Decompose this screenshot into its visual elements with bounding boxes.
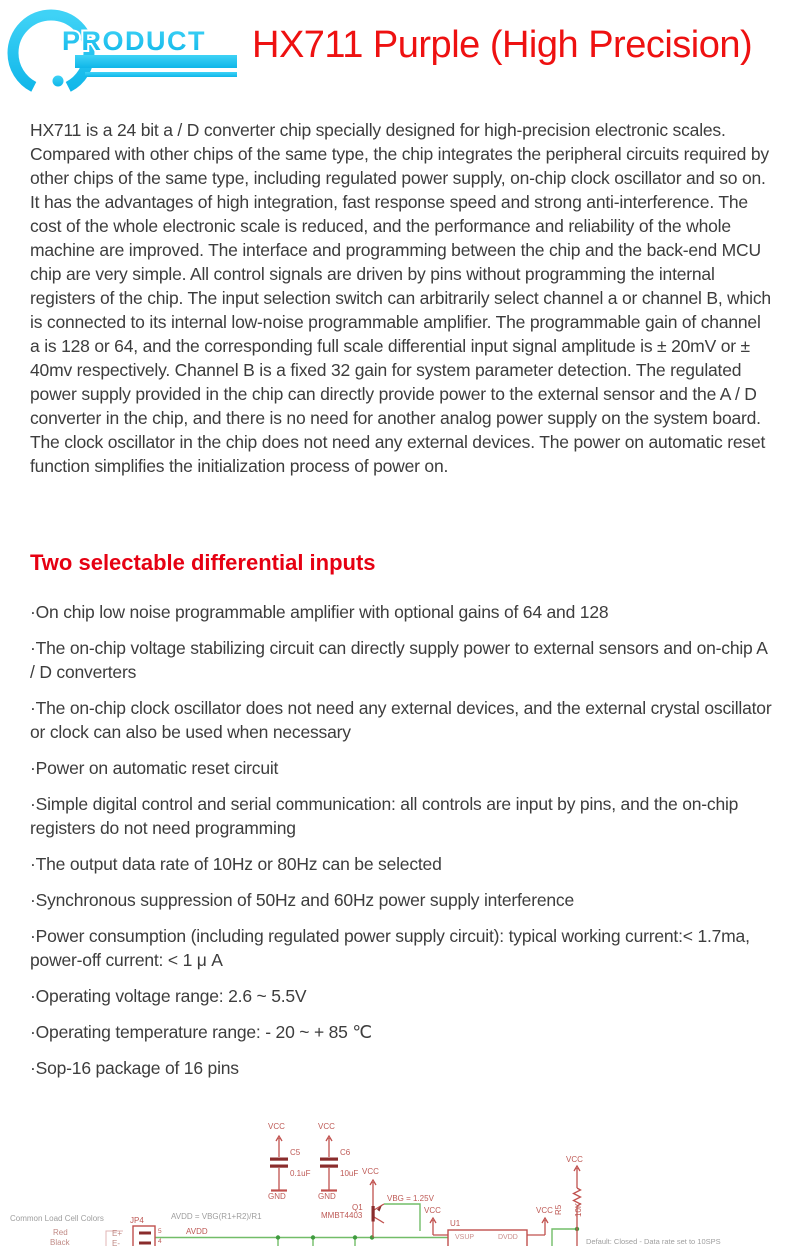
wire-red-label: Red [53, 1228, 68, 1237]
feature-item: ·Operating voltage range: 2.6 ~ 5.5V [30, 986, 307, 1006]
feature-item: ·Operating temperature range: - 20 ~ + 85 ℃ [30, 1022, 372, 1042]
circuit-schematic [0, 1085, 800, 1246]
default-note: Default: Closed - Data rate set to 10SPS [586, 1237, 721, 1246]
intro-paragraph: HX711 is a 24 bit a / D converter chip specially designed for high-precision electronic scales. Compared with other chips of the same type, the chip integrates the peripheral circuits required by other chips of the same type, including regulated power supply, on-chip clock oscillator and so on. It has the advantages of high integration, fast response speed and strong anti-interference. The cost of the whole electronic scale is reduced, and the performance and reliability of the whole machine are improved. The interface and programming between the chip and the back-end MCU chip are very simple. All control signals are driven by pins without programming the internal registers of the chip. The input selection switch can arbitrarily select channel a or channel B, which is connected to its internal low-noise programmable amplifier. The programmable gain of channel a is 128 or 64, and the corresponding full scale differential input signal amplitude is ± 20mV or ± 40mv respectively. Channel B is a fixed 32 gain for system parameter detection. The regulated power supply provided in the chip can directly provide power to the external sensor and the A / D converter in the chip, and there is no need for another analog power supply on the system board. The clock oscillator in the chip does not need any external devices. The power on automatic reset function simplifies the initialization process of power on. [30, 120, 771, 476]
vcc-label: VCC [566, 1155, 583, 1164]
features-heading: Two selectable differential inputs [30, 550, 376, 575]
u1-pin-dvdd: DVDD [498, 1234, 518, 1241]
feature-item: ·Synchronous suppression of 50Hz and 60Hz power supply interference [30, 890, 574, 910]
c6-value: 10uF [340, 1169, 359, 1178]
c5-value: 0.1uF [290, 1169, 311, 1178]
u1-ref: U1 [450, 1219, 461, 1228]
avdd-formula: AVDD = VBG(R1+R2)/R1 [171, 1212, 262, 1221]
jp4-ref: JP4 [130, 1216, 144, 1225]
logo-text: PRODUCT [62, 26, 206, 56]
feature-item: ·The on-chip voltage stabilizing circuit can directly supply power to external sensors and on-chip A / D converters [30, 638, 767, 682]
jp4-pin-number-top: 5 [158, 1228, 162, 1235]
q1-part: MMBT4403 [321, 1211, 363, 1220]
c5-ref: C5 [290, 1148, 301, 1157]
gnd-label: GND [318, 1192, 336, 1201]
vbg-note: VBG = 1.25V [387, 1194, 434, 1203]
gnd-label: GND [268, 1192, 286, 1201]
pin-eminus-label: E- [112, 1239, 120, 1246]
schematic-drawing [0, 1085, 800, 1246]
feature-item: ·Power consumption (including regulated power supply circuit): typical working current:< 1.7ma, power-off current: < 1 μ A [30, 926, 750, 970]
feature-item: ·On chip low noise programmable amplifier with optional gains of 64 and 128 [30, 602, 609, 622]
load-cell-note: Common Load Cell Colors [10, 1214, 104, 1223]
pin-eplus-label: E+ [112, 1229, 123, 1238]
content-area [30, 112, 772, 1092]
r5-ref: R5 [554, 1204, 563, 1215]
feature-item: ·Sop-16 package of 16 pins [30, 1058, 239, 1078]
jp4-pin-number-bottom: 4 [158, 1238, 162, 1245]
u1-pin-vsup: VSUP [455, 1234, 475, 1241]
vcc-label: VCC [424, 1206, 441, 1215]
q1-ref: Q1 [352, 1203, 363, 1212]
vcc-label: VCC [362, 1167, 379, 1176]
page-title: HX711 Purple (High Precision) [252, 24, 753, 66]
feature-item: ·The on-chip clock oscillator does not need any external devices, and the external crystal oscillator or clock can also be used when necessary [30, 698, 772, 742]
vcc-label: VCC [536, 1206, 553, 1215]
avdd-net-label: AVDD [186, 1227, 208, 1236]
feature-list [30, 600, 772, 1080]
c6-ref: C6 [340, 1148, 351, 1157]
feature-item: ·Simple digital control and serial communication: all controls are input by pins, and the on-chip registers do not need programming [30, 794, 739, 838]
feature-item: ·The output data rate of 10Hz or 80Hz can be selected [30, 854, 442, 874]
r5-value: 10K [574, 1202, 583, 1217]
wire-black-label: Black [50, 1238, 70, 1246]
product-logo [6, 5, 251, 105]
feature-item: ·Power on automatic reset circuit [30, 758, 279, 778]
vcc-label: VCC [268, 1122, 285, 1131]
vcc-label: VCC [318, 1122, 335, 1131]
